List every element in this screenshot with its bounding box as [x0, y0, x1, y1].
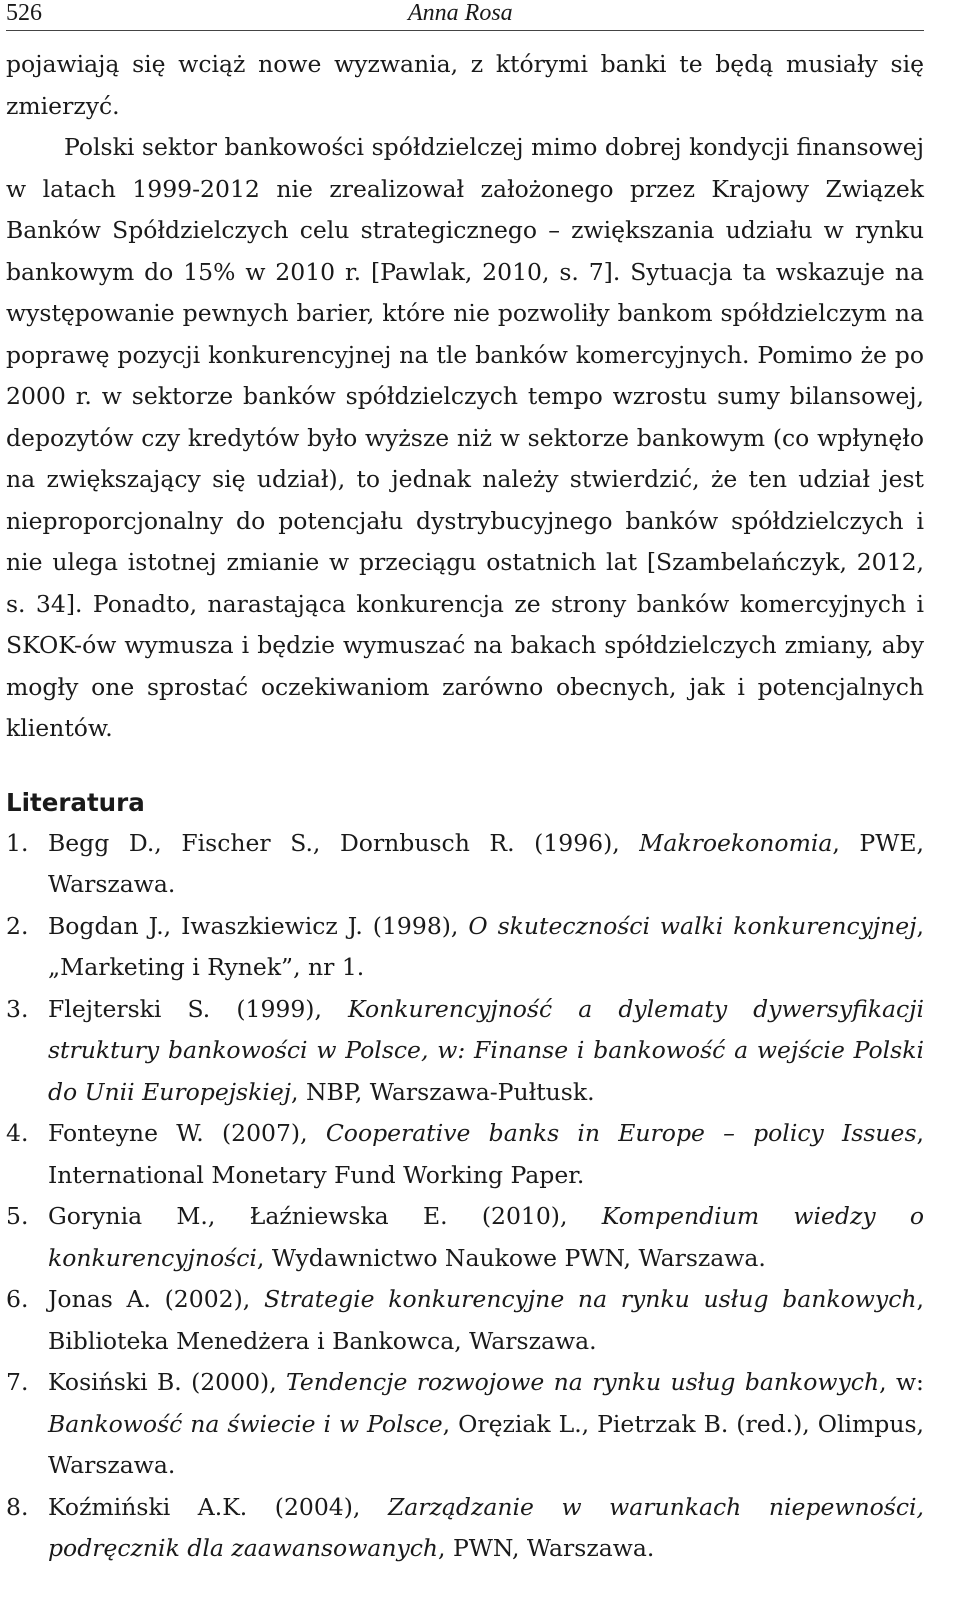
reference-authors: Jonas A. (2002),: [48, 1285, 264, 1313]
literature-heading: Literatura: [6, 787, 145, 817]
page: [6, 0, 924, 1570]
reference-authors: Bogdan J., Iwaszkiewicz J. (1998),: [48, 911, 469, 940]
running-title: Anna Rosa: [408, 0, 513, 26]
reference-authors: Gorynia M., Łaźniewska E. (2010),: [48, 1202, 602, 1230]
reference-title: Cooperative banks in Europe – policy Issues: [325, 1119, 917, 1147]
reference-connector: , w:: [879, 1368, 924, 1396]
reference-item: [6, 823, 924, 906]
reference-publisher: , Oręziak L., Pietrzak B. (red.), Olimpus, Warszawa.: [48, 1409, 924, 1479]
reference-publisher: , NBP, Warszawa-Pułtusk.: [291, 1077, 595, 1106]
reference-number: 3.: [6, 994, 29, 1023]
reference-number: 6.: [6, 1285, 29, 1313]
reference-item: [6, 1362, 924, 1487]
reference-title: Strategie konkurencyjne na rynku usług bankowych: [263, 1285, 917, 1313]
reference-number: 8.: [6, 1492, 29, 1521]
reference-number: 7.: [6, 1368, 29, 1396]
reference-publisher: , Wydawnictwo Naukowe PWN, Warszawa.: [256, 1243, 766, 1272]
reference-number: 4.: [6, 1119, 29, 1147]
reference-title: Tendencje rozwojowe na rynku usług bankowych: [286, 1368, 880, 1396]
reference-book-title: Bankowość na świecie i w Polsce: [48, 1409, 443, 1438]
reference-title: O skuteczności walki konkurencyjnej: [468, 911, 917, 940]
page-number: 526: [6, 0, 42, 26]
reference-authors: Begg D., Fischer S., Dornbusch R. (1996),: [48, 828, 640, 857]
reference-publisher: , International Monetary Fund Working Paper.: [48, 1119, 924, 1189]
reference-authors: Flejterski S. (1999),: [48, 994, 349, 1023]
body-text: [6, 44, 924, 750]
paragraph-1: pojawiają się wciąż nowe wyzwania, z którymi banki te będą musiały się zmierzyć.: [6, 50, 924, 120]
reference-item: [6, 1113, 924, 1196]
reference-title: Kompendium wiedzy o konkurencyjności: [48, 1202, 924, 1272]
reference-number: 1.: [6, 828, 29, 857]
reference-item: [6, 989, 924, 1114]
reference-item: [6, 1487, 924, 1570]
reference-publisher: , PWE, Warszawa.: [48, 828, 925, 898]
reference-authors: Fonteyne W. (2007),: [48, 1119, 326, 1147]
running-header: [6, 0, 924, 31]
reference-authors: Kosiński B. (2000),: [48, 1368, 287, 1396]
reference-publisher: , PWN, Warszawa.: [438, 1534, 655, 1562]
reference-publisher: , Biblioteka Menedżera i Bankowca, Warszawa.: [48, 1285, 924, 1355]
reference-title: Zarządzanie w warunkach niepewności, podręcznik dla zaawansowanych: [48, 1492, 924, 1562]
reference-item: [6, 1196, 924, 1279]
reference-title: Konkurencyjność a dylematy dywersyfikacji struktury bankowości w Polsce, w: Finanse i bankowość a wejście Polski do Unii Europejskiej: [48, 994, 924, 1106]
reference-publisher: , „Marketing i Rynek”, nr 1.: [48, 911, 924, 981]
reference-item: [6, 906, 924, 989]
reference-list: [6, 823, 924, 1570]
reference-number: 5.: [6, 1202, 29, 1230]
reference-item: [6, 1279, 924, 1362]
reference-number: 2.: [6, 911, 29, 940]
reference-title: Makroekonomia: [639, 828, 833, 857]
paragraph-2: Polski sektor bankowości spółdzielczej mimo dobrej kondycji finansowej w latach 1999-2012 nie zrealizował założonego przez Krajowy Związek Banków Spółdzielczych celu strategicznego – zwiększania udziału w rynku bankowym do 15% w 2010 r. [Pawlak, 2010, s. 7]. Sytuacja ta wskazuje na występowanie pewnych barier, które nie pozwoliły bankom spółdzielczym na poprawę pozycji konkurencyjnej na tle banków komercyjnych. Pomimo że po 2000 r. w sektorze banków spółdzielczych tempo wzrostu sumy bilansowej, depozytów czy kredytów było wyższe niż w sektorze bankowym (co wpłynęło na zwiększający się udział), to jednak należy stwierdzić, że ten udział jest nieproporcjonalny do potencjału dystrybucyjnego banków spółdzielczych i nie ulega istotnej zmianie w przeciągu ostatnich lat [Szambelańczyk, 2012, s. 34]. Ponadto, narastająca konkurencja ze strony banków komercyjnych i SKOK-ów wymusza i będzie wymuszać na bakach spółdzielczych zmiany, aby mogły one sprostać oczekiwaniom zarówno obecnych, jak i potencjalnych klientów.: [6, 133, 924, 742]
reference-authors: Koźmiński A.K. (2004),: [48, 1492, 388, 1521]
